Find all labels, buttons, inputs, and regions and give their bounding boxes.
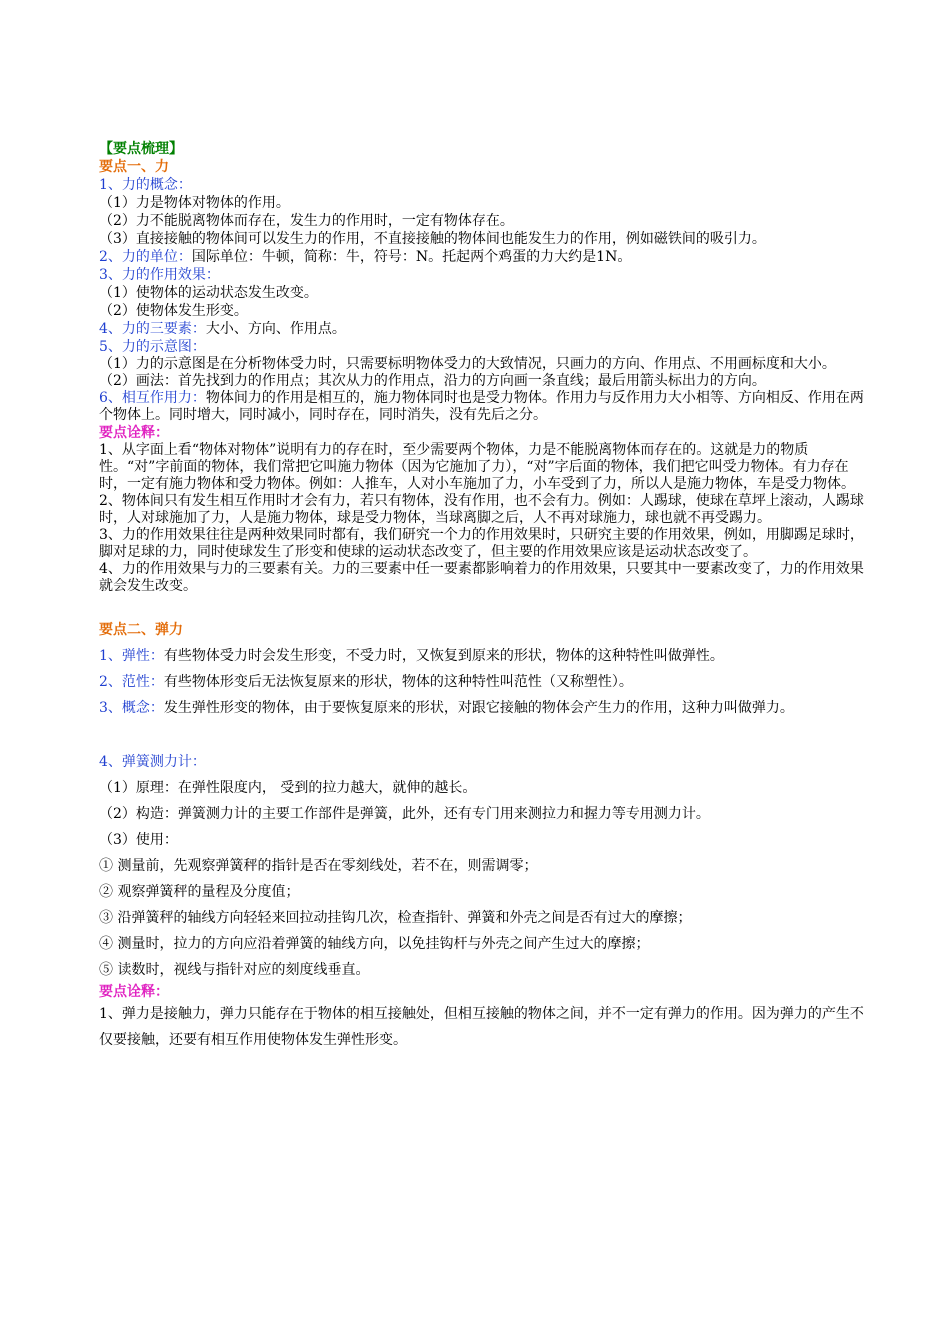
- header-title: 【要点梳理】: [99, 141, 183, 157]
- s2-spring-scale-heading: 4、弹簧测力计：: [99, 754, 206, 770]
- s1-note: 3、力的作用效果往往是两种效果同时都有，我们研究一个力的作用效果时，只研究主要的作用效果，例如，用脚踢足球时，脚对足球的力，同时使球发生了形变和使球的运动状态改变了，但主要的作用效果应该是运动状态改变了。: [99, 527, 864, 560]
- s1-elements-line: [99, 320, 864, 338]
- s2-elasticity-heading: 1、弹性：: [99, 648, 164, 664]
- s1-concept-item: （1）力是物体对物体的作用。: [99, 195, 290, 211]
- s1-effect-item: （2）使物体发生形变。: [99, 303, 248, 319]
- s1-concept-item: （3）直接接触的物体间可以发生力的作用，不直接接触的物体间也能发生力的作用，例如磁铁间的吸引力。: [99, 231, 766, 247]
- section-1-title: 要点一、力: [99, 159, 169, 175]
- s1-mutual-line: [99, 390, 864, 424]
- section-spacer: [99, 721, 864, 749]
- s2-spring-scale-item: （1）原理：在弹性限度内， 受到的拉力越大，就伸的越长。: [99, 780, 477, 796]
- s1-diagram-item: （2）画法：首先找到力的作用点；其次从力的作用点，沿力的方向画一条直线；最后用箭头标出力的方向。: [99, 373, 766, 389]
- s1-unit-line: [99, 248, 864, 266]
- s1-unit-heading: 2、力的单位：: [99, 249, 192, 265]
- s2-spring-scale-item: ④ 测量时，拉力的方向应沿着弹簧的轴线方向，以免挂钩杆与外壳之间产生过大的摩擦；: [99, 936, 650, 952]
- s2-concept-text: 发生弹性形变的物体，由于要恢复原来的形状，对跟它接触的物体会产生力的作用，这种力叫做弹力。: [163, 700, 794, 716]
- s1-diagram-item: （1）力的示意图是在分析物体受力时，只需要标明物体受力的大致情况，只画力的方向、作用点、不用画标度和大小。: [99, 356, 836, 372]
- s2-note: 1、弹力是接触力，弹力只能存在于物体的相互接触处，但相互接触的物体之间，并不一定有弹力的作用。因为弹力的产生不仅要接触，还要有相互作用使物体发生弹性形变。: [99, 1006, 864, 1048]
- s2-spring-scale-item: （2）构造：弹簧测力计的主要工作部件是弹簧，此外，还有专门用来测拉力和握力等专用测力计。: [99, 806, 710, 822]
- s1-note: 2、物体间只有发生相互作用时才会有力，若只有物体，没有作用，也不会有力。例如：人踢球，使球在草坪上滚动，人踢球时，人对球施加了力，人是施力物体，球是受力物体，当球离脚之后，人不再对球施力，球也就不再受踢力。: [99, 493, 864, 526]
- s2-concept-heading: 3、概念：: [99, 700, 164, 716]
- s1-mutual-text: 物体间力的作用是相互的，施力物体同时也是受力物体。作用力与反作用力大小相等、方向相反、作用在两个物体上。同时增大，同时减小，同时存在，同时消失，没有先后之分。: [99, 390, 864, 423]
- s2-spring-scale-item: ① 测量前，先观察弹簧秤的指针是否在零刻线处，若不在，则需调零；: [99, 858, 538, 874]
- s2-note-title: 要点诠释：: [99, 984, 169, 1000]
- s2-spring-scale-item: ③ 沿弹簧秤的轴线方向轻轻来回拉动挂钩几次，检查指针、弹簧和外壳之间是否有过大的摩擦；: [99, 910, 692, 926]
- section-2-title: 要点二、弹力: [99, 622, 183, 638]
- s1-elements-text: 大小、方向、作用点。: [205, 321, 346, 337]
- s1-unit-text: 国际单位：牛顿，简称：牛，符号：N。托起两个鸡蛋的力大约是1N。: [191, 249, 632, 265]
- s2-elasticity-line: [99, 643, 864, 669]
- section-spacer: [99, 595, 864, 617]
- s2-concept-line: [99, 695, 864, 721]
- s2-spring-scale-item: ② 观察弹簧秤的量程及分度值；: [99, 884, 300, 900]
- s2-plasticity-line: [99, 669, 864, 695]
- s1-note: 4、力的作用效果与力的三要素有关。力的三要素中任一要素都影响着力的作用效果，只要其中一要素改变了，力的作用效果就会发生改变。: [99, 561, 864, 594]
- s2-spring-scale-item: ⑤ 读数时，视线与指针对应的刻度线垂直。: [99, 962, 370, 978]
- s2-plasticity-text: 有些物体形变后无法恢复原来的形状，物体的这种特性叫范性（又称塑性）。: [163, 674, 633, 690]
- s1-effect-heading: 3、力的作用效果：: [99, 267, 220, 283]
- s2-plasticity-heading: 2、范性：: [99, 674, 164, 690]
- s1-note: 1、从字面上看“物体对物体”说明有力的存在时，至少需要两个物体，力是不能脱离物体而存在的。这就是力的物质性。“对”字前面的物体，我们常把它叫施力物体（因为它施加了力），“对”字后面的物体，我们把它叫受力物体。有力存在时，一定有施力物体和受力物体。例如：人推车，人对小车施加了力，小车受到了力，所以人是施力物体，车是受力物体。: [99, 442, 855, 492]
- s2-elasticity-text: 有些物体受力时会发生形变，不受力时，又恢复到原来的形状，物体的这种特性叫做弹性。: [163, 648, 724, 664]
- s1-concept-heading: 1、力的概念：: [99, 177, 192, 193]
- s1-elements-heading: 4、力的三要素：: [99, 321, 206, 337]
- s2-spring-scale-item: （3）使用：: [99, 832, 178, 848]
- document-page: [99, 140, 864, 1053]
- s1-effect-item: （1）使物体的运动状态发生改变。: [99, 285, 318, 301]
- s1-diagram-heading: 5、力的示意图：: [99, 339, 206, 355]
- s1-concept-item: （2）力不能脱离物体而存在，发生力的作用时，一定有物体存在。: [99, 213, 514, 229]
- s1-note-title: 要点诠释：: [99, 425, 169, 441]
- s1-mutual-heading: 6、相互作用力：: [99, 390, 206, 406]
